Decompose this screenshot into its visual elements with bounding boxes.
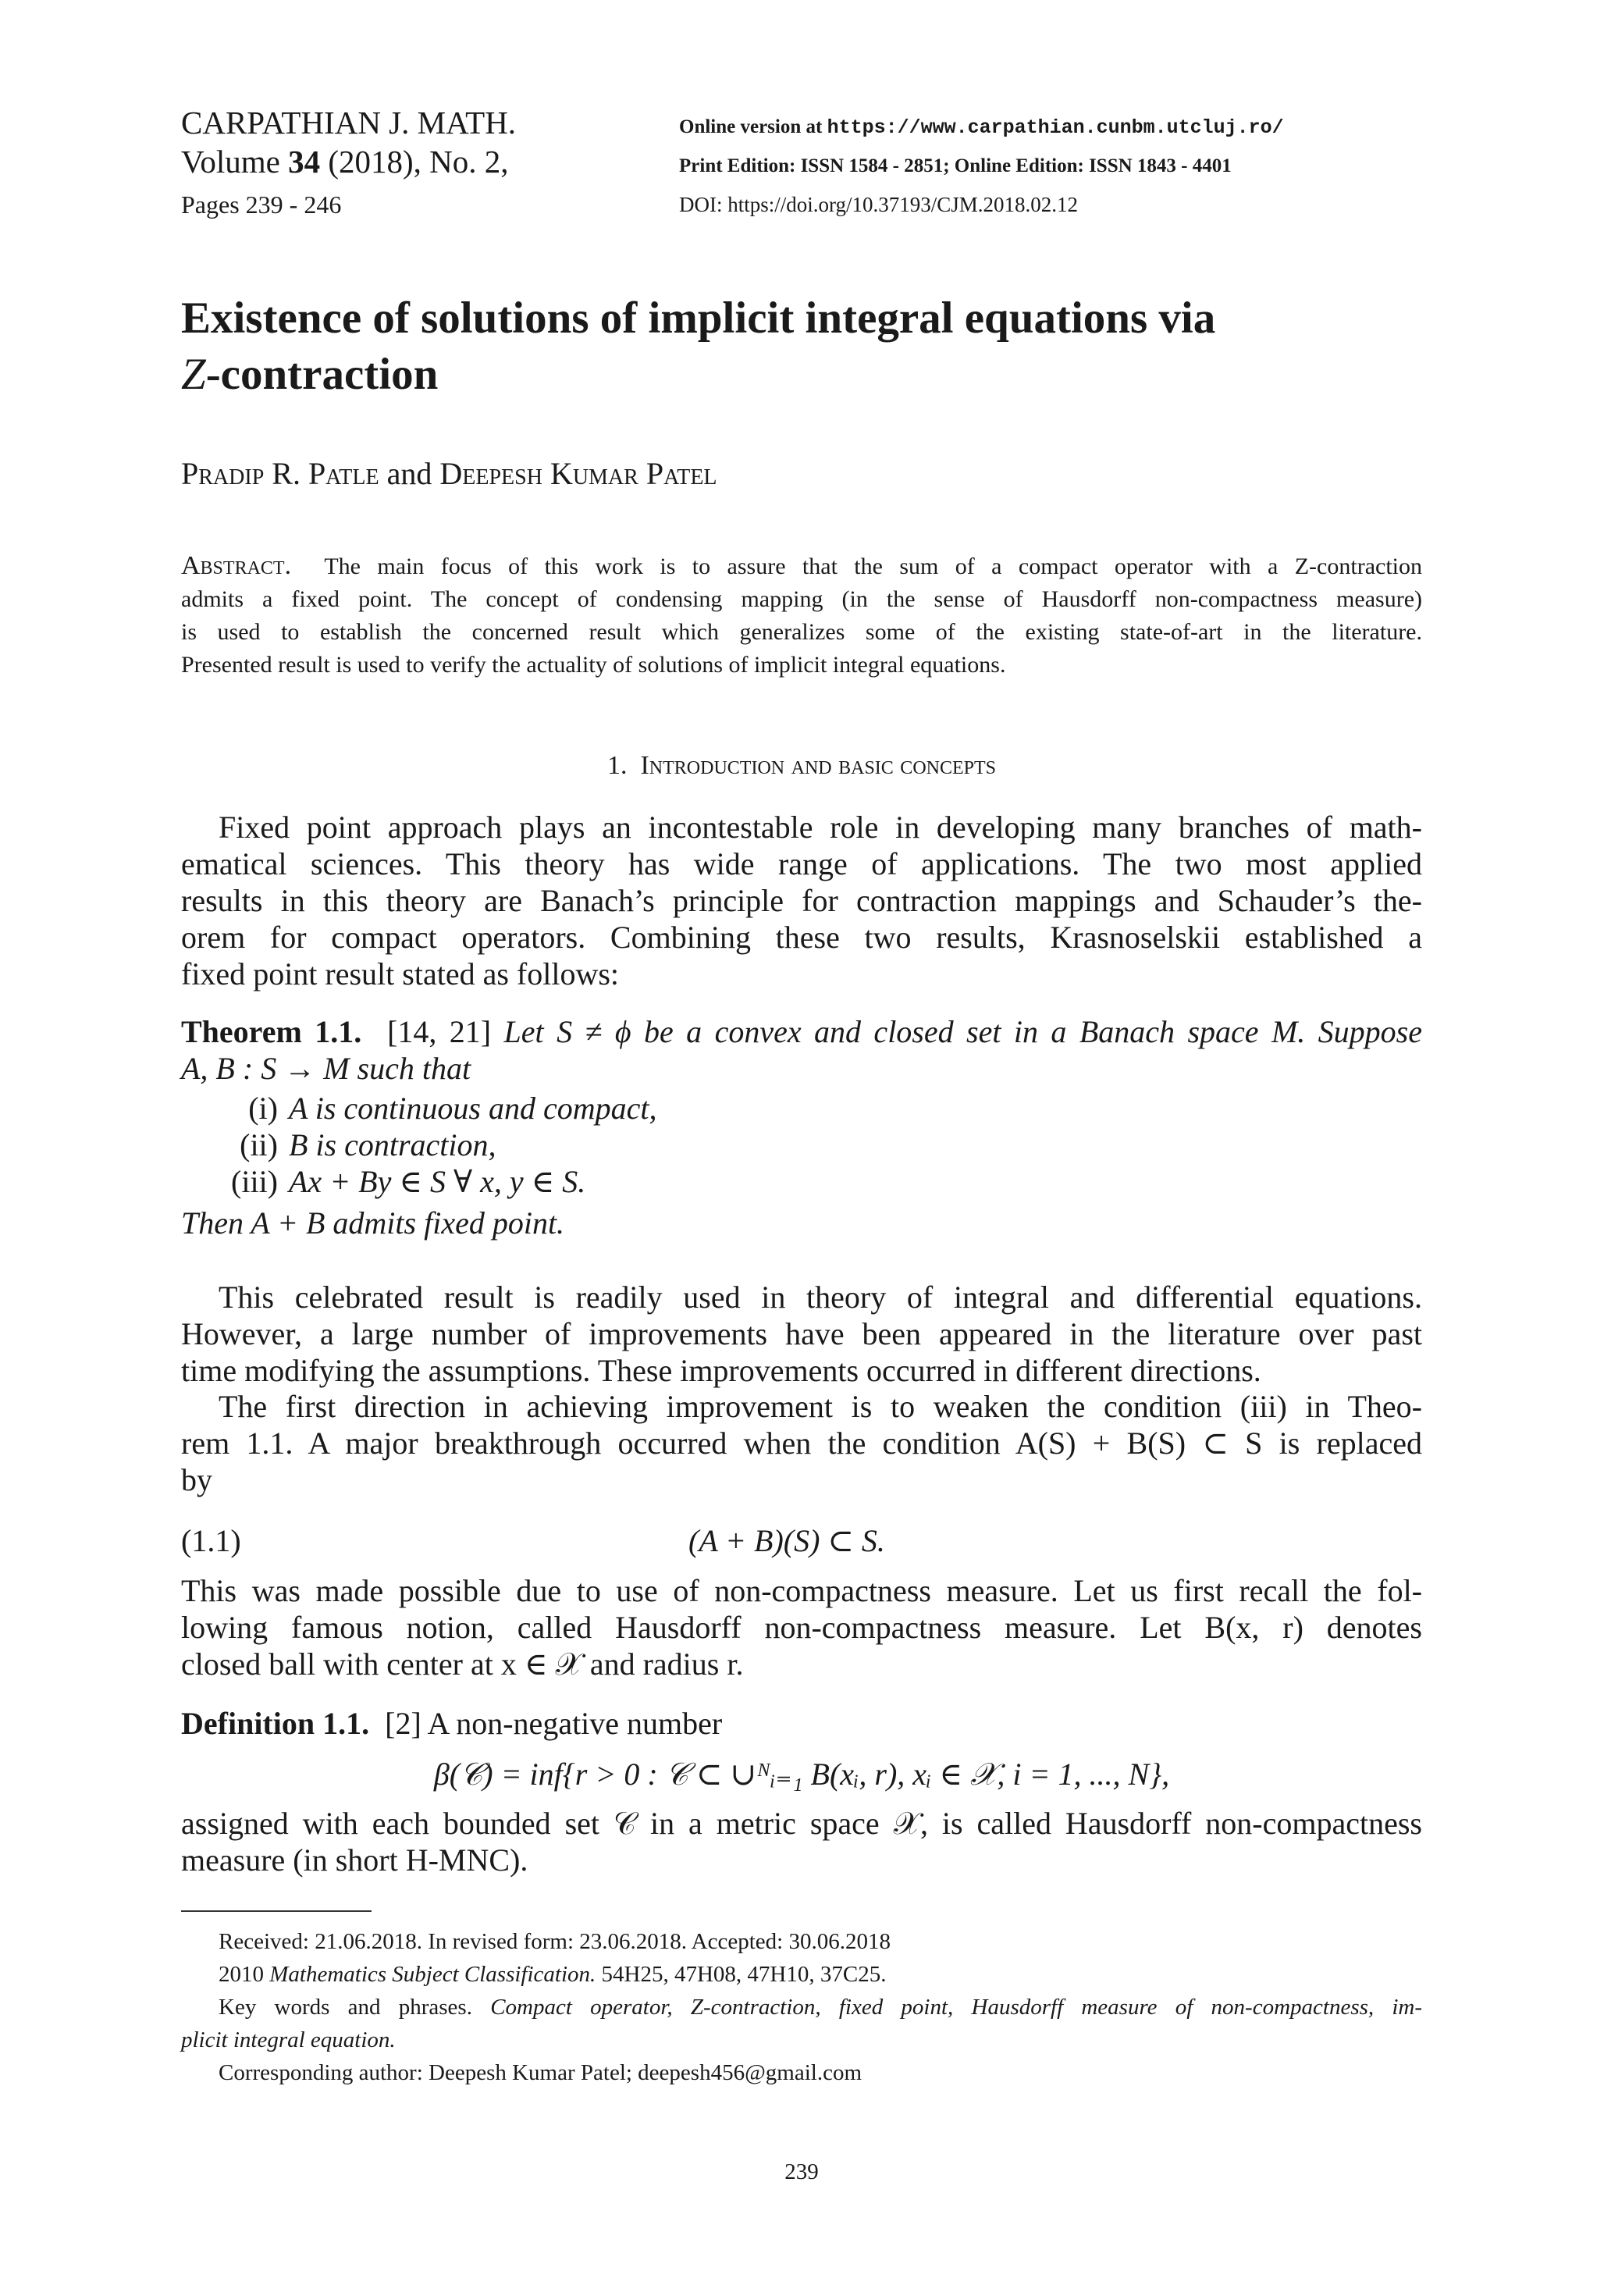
received-line: Received: 21.06.2018. In revised form: 23.06.2018. Accepted: 30.06.2018 [219, 1929, 891, 1954]
theorem-line: A, B : S → M such that [181, 1051, 471, 1086]
title-line-1: Existence of solutions of implicit integral equations via [181, 294, 1216, 343]
text-line: fixed point result stated as follows: [181, 956, 620, 991]
definition-line [181, 1705, 1422, 1742]
paragraph-4 [181, 1572, 1422, 1682]
text-line: assigned with each bounded set 𝒞 in a metric space 𝒳, is called Hausdorff non-compactness [181, 1806, 1422, 1841]
text-line: closed ball with center at x ∈ 𝒳 and radius r. [181, 1646, 744, 1682]
paper-title [181, 290, 1446, 403]
text-line: However, a large number of improvements have been appeared in the literature over past [181, 1316, 1422, 1351]
authors [181, 454, 717, 493]
theorem-conclusion: Then A + B admits fixed point. [181, 1205, 565, 1241]
title-rest: -contraction [205, 350, 439, 399]
text-line: lowing famous notion, called Hausdorff non-compactness measure. Let B(x, r) denotes [181, 1610, 1422, 1645]
online-prefix: Online version at [679, 116, 827, 137]
footnotes [181, 1925, 1422, 2089]
item-number: (i) [248, 1091, 278, 1126]
keywords-text: Compact operator, Z-contraction, fixed point, Hausdorff measure of non-compactness, im- [490, 1995, 1423, 2020]
theorem-1-1 [181, 1013, 1422, 1241]
section-title: Introduction and basic concepts [640, 751, 997, 780]
section-number: 1. [606, 751, 628, 780]
section-heading [181, 748, 1422, 784]
theorem-label: Theorem 1.1. [181, 1014, 362, 1049]
item-text: Ax + By ∈ S ∀ x, y ∈ S. [289, 1164, 586, 1199]
volume-rest: (2018), No. 2, [320, 144, 509, 180]
paragraph-2 [181, 1279, 1422, 1389]
pages-line: Pages 239 - 246 [181, 190, 342, 219]
issn-line: Print Edition: ISSN 1584 - 2851; Online Edition: ISSN 1843 - 4401 [679, 155, 1232, 176]
text-line: results in this theory are Banach’s principle for contraction mappings and Schauder’s the- [181, 883, 1422, 918]
paragraph-3 [181, 1388, 1422, 1498]
theorem-item [181, 1127, 1422, 1163]
intro-paragraph [181, 809, 1422, 992]
corresponding-author: Corresponding author: Deepesh Kumar Patel; deepesh456@gmail.com [219, 2060, 862, 2085]
text-line: measure (in short H-MNC). [181, 1842, 528, 1878]
author-1: Pradip R. Patle [181, 456, 379, 491]
msc-line [181, 1958, 1422, 1991]
doi-line[interactable]: DOI: https://doi.org/10.37193/CJM.2018.02.12 [679, 193, 1079, 216]
abstract-line: Presented result is used to verify the actuality of solutions of implicit integral equations. [181, 652, 1006, 678]
title-line-2 [181, 347, 1446, 403]
page-number: 239 [784, 2159, 819, 2184]
item-number: (ii) [240, 1127, 278, 1162]
keywords-label: Key words and phrases. [219, 1995, 472, 2020]
text-line: The first direction in achieving improvement is to weaken the condition (iii) in Theo- [219, 1389, 1422, 1424]
text-line: Fixed point approach plays an incontestable role in developing many branches of math- [219, 810, 1422, 845]
item-text: A is continuous and compact, [289, 1091, 657, 1126]
abstract [181, 550, 1422, 682]
msc-year: 2010 [219, 1962, 270, 1987]
definition-1-1 [181, 1705, 1422, 1878]
abstract-label: Abstract. [181, 551, 292, 580]
item-text: B is contraction, [289, 1127, 496, 1162]
online-url[interactable]: https://www.carpathian.cunbm.utcluj.ro/ [827, 116, 1284, 139]
equation-label: (1.1) [181, 1523, 241, 1558]
theorem-line [181, 1013, 1422, 1050]
author-2: Deepesh Kumar Patel [439, 456, 717, 491]
text-line: rem 1.1. A major breakthrough occurred when the condition A(S) + B(S) ⊂ S is replaced [181, 1426, 1422, 1461]
volume-line [181, 142, 508, 181]
text-line: by [181, 1462, 212, 1497]
abstract-line: admits a fixed point. The concept of condensing mapping (in the sense of Hausdorff non-compactness measure) [181, 586, 1422, 612]
theorem-items [181, 1090, 1422, 1200]
theorem-item [181, 1090, 1422, 1127]
text-line: ematical sciences. This theory has wide range of applications. The two most applied [181, 846, 1422, 881]
msc-codes: 54H25, 47H08, 47H10, 37C25. [596, 1962, 887, 1987]
volume-number: 34 [288, 144, 321, 180]
text-line: This was made possible due to use of non-compactness measure. Let us first recall the fol- [181, 1573, 1422, 1608]
abstract-line [181, 550, 1422, 583]
keywords-line-2: plicit integral equation. [181, 2027, 396, 2052]
equation-text: (A + B)(S) ⊂ S. [688, 1523, 885, 1558]
theorem-text: Let S ≠ ϕ be a convex and closed set in a Banach space M. Suppose [503, 1014, 1423, 1049]
text-line: orem for compact operators. Combining these two results, Krasnoselskii established a [181, 920, 1422, 955]
abstract-line: is used to establish the concerned result which generalizes some of the existing state-of-art in the literature. [181, 619, 1422, 645]
online-version [679, 108, 1284, 148]
definition-label: Definition 1.1. [181, 1706, 370, 1741]
definition-formula: β(𝒞) = inf{r > 0 : 𝒞 ⊂ ∪ᴺᵢ₌₁ B(xᵢ, r), xᵢ ∈ 𝒳, i = 1, ..., N}, [433, 1757, 1170, 1792]
definition-text: [2] A non-negative number [385, 1706, 723, 1741]
abstract-text: The main focus of this work is to assure that the sum of a compact operator with a Z-contraction [324, 554, 1422, 579]
text-line: This celebrated result is readily used in theory of integral and differential equations. [219, 1280, 1422, 1315]
authors-and: and [386, 456, 432, 491]
text-line: time modifying the assumptions. These improvements occurred in different directions. [181, 1353, 1261, 1388]
msc-label: Mathematics Subject Classification. [269, 1962, 596, 1987]
theorem-item [181, 1163, 1422, 1200]
journal-name: CARPATHIAN J. MATH. [181, 105, 517, 141]
theorem-refs[interactable]: [14, 21] [387, 1014, 492, 1049]
keywords-line [181, 1991, 1422, 2024]
equation-1-1 [181, 1522, 1422, 1560]
footnote-rule [181, 1910, 372, 1912]
title-z-symbol: Z [181, 350, 206, 399]
volume-prefix: Volume [181, 144, 289, 180]
item-number: (iii) [231, 1164, 278, 1199]
